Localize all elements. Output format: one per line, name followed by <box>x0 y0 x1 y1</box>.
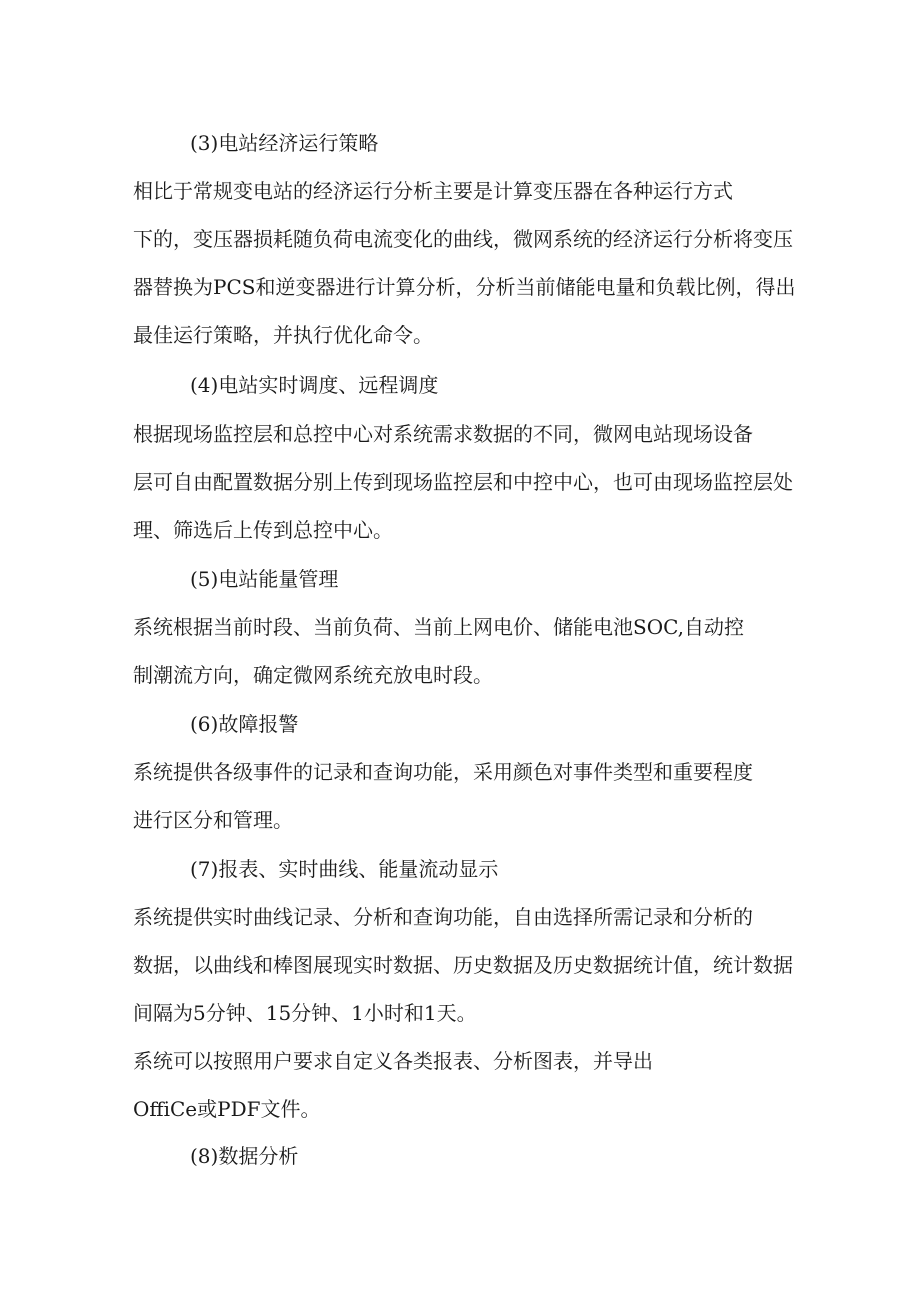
paragraph-line: 系统提供实时曲线记录、分析和查询功能，自由选择所需记录和分析的 <box>133 905 753 929</box>
section-heading: (5)电站能量管理 <box>190 567 339 591</box>
paragraph-line: 系统提供各级事件的记录和查询功能，采用颜色对事件类型和重要程度 <box>133 760 753 784</box>
section-heading: (7)报表、实时曲线、能量流动显示 <box>190 857 499 881</box>
section-heading: (6)故障报警 <box>190 712 299 736</box>
paragraph-line: 数据，以曲线和棒图展现实时数据、历史数据及历史数据统计值，统计数据 <box>133 953 793 977</box>
paragraph-line: 理、筛选后上传到总控中心。 <box>133 518 393 542</box>
section-heading: (8)数据分析 <box>190 1144 299 1168</box>
paragraph-line: OffiCe或PDF文件。 <box>133 1097 321 1121</box>
paragraph-line: 下的，变压器损耗随负荷电流变化的曲线，微网系统的经济运行分析将变压 <box>133 227 793 251</box>
section-heading: (4)电站实时调度、远程调度 <box>190 373 439 397</box>
paragraph-line: 层可自由配置数据分别上传到现场监控层和中控中心，也可由现场监控层处 <box>133 470 793 494</box>
paragraph-line: 系统根据当前时段、当前负荷、当前上网电价、储能电池SOC,自动控 <box>133 615 745 639</box>
paragraph-line: 系统可以按照用户要求自定义各类报表、分析图表，并导出 <box>133 1049 653 1073</box>
paragraph-line: 间隔为5分钟、15分钟、1小时和1天。 <box>133 1001 477 1025</box>
paragraph-line: 进行区分和管理。 <box>133 808 293 832</box>
section-heading: (3)电站经济运行策略 <box>190 131 379 155</box>
paragraph-line: 器替换为PCS和逆变器进行计算分析，分析当前储能电量和负载比例，得出 <box>133 275 796 299</box>
paragraph-line: 最佳运行策略，并执行优化命令。 <box>133 323 433 347</box>
paragraph-line: 根据现场监控层和总控中心对系统需求数据的不同，微网电站现场设备 <box>133 422 753 446</box>
paragraph-line: 相比于常规变电站的经济运行分析主要是计算变压器在各种运行方式 <box>133 179 733 203</box>
paragraph-line: 制潮流方向，确定微网系统充放电时段。 <box>133 663 493 687</box>
